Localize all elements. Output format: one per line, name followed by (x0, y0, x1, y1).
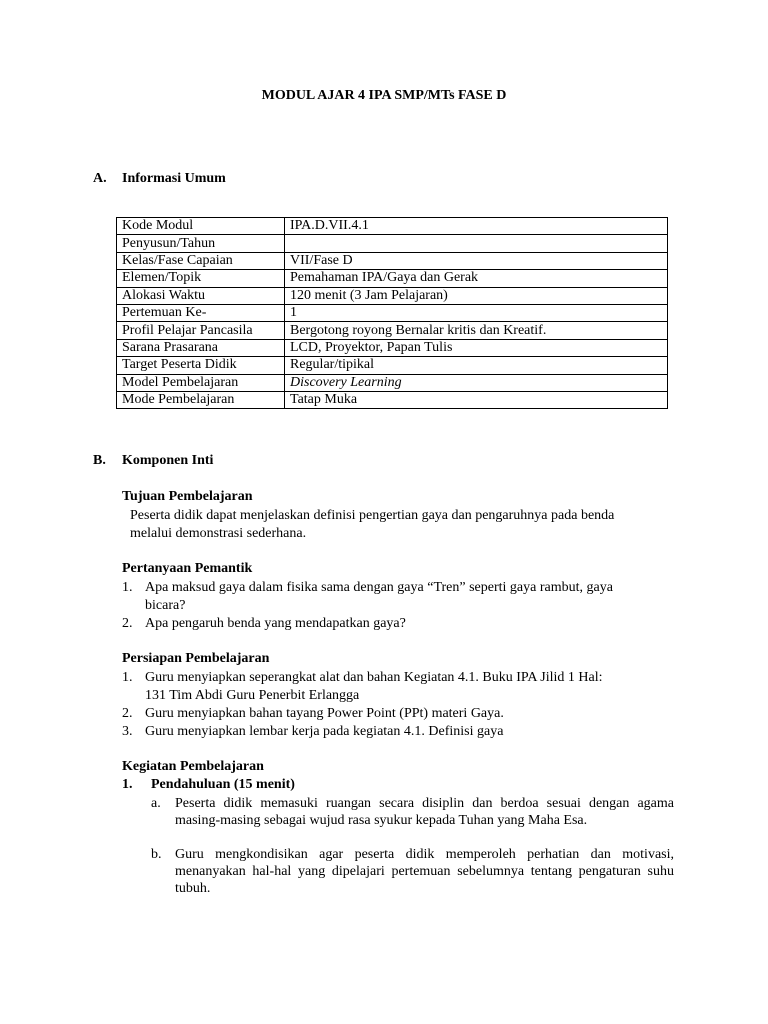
sub-label: Pendahuluan (15 menit) (151, 777, 295, 792)
table-row (117, 270, 668, 287)
list-text: Guru menyiapkan lembar kerja pada kegiatan 4.1. Definisi gaya (145, 724, 504, 739)
table-row (117, 391, 668, 408)
list-number: 2. (122, 706, 133, 721)
info-key: Alokasi Waktu (117, 287, 285, 304)
section-b-label: Komponen Inti (122, 453, 214, 468)
info-key: Kode Modul (117, 218, 285, 235)
info-value: VII/Fase D (285, 252, 668, 269)
list-number: 1. (122, 580, 133, 595)
table-row (117, 304, 668, 321)
info-key: Mode Pembelajaran (117, 391, 285, 408)
tujuan-heading: Tujuan Pembelajaran (122, 489, 253, 504)
info-key: Elemen/Topik (117, 270, 285, 287)
section-a-letter: A. (93, 171, 107, 186)
info-key: Model Pembelajaran (117, 374, 285, 391)
pertanyaan-heading: Pertanyaan Pemantik (122, 561, 253, 576)
section-a-label: Informasi Umum (122, 171, 226, 186)
info-value: Tatap Muka (285, 391, 668, 408)
list-number: 3. (122, 724, 133, 739)
list-text: Guru menyiapkan seperangkat alat dan bahan Kegiatan 4.1. Buku IPA Jilid 1 Hal: (145, 670, 603, 685)
persiapan-heading: Persiapan Pembelajaran (122, 651, 270, 666)
kegiatan-subheading (122, 777, 295, 793)
list-item (151, 795, 674, 829)
info-key: Kelas/Fase Capaian (117, 252, 285, 269)
table-row (117, 252, 668, 269)
list-item (151, 846, 674, 897)
list-number: 2. (122, 616, 133, 631)
table-row (117, 374, 668, 391)
info-value (285, 235, 668, 252)
list-item-continuation: 131 Tim Abdi Guru Penerbit Erlangga (145, 688, 360, 703)
tujuan-line-2: melalui demonstrasi sederhana. (130, 526, 307, 541)
table-row (117, 322, 668, 339)
list-text: Apa pengaruh benda yang mendapatkan gaya? (145, 616, 406, 631)
sub-number: 1. (122, 777, 133, 792)
table-row (117, 339, 668, 356)
kegiatan-heading: Kegiatan Pembelajaran (122, 759, 264, 774)
tujuan-line-1: Peserta didik dapat menjelaskan definisi pengertian gaya dan pengaruhnya pada benda (130, 508, 615, 523)
section-a-heading (93, 171, 226, 187)
list-text: Guru menyiapkan bahan tayang Power Point (PPt) materi Gaya. (145, 706, 504, 721)
section-b-heading (93, 453, 213, 469)
table-row (117, 235, 668, 252)
list-item (122, 579, 613, 597)
document-title: MODUL AJAR 4 IPA SMP/MTs FASE D (261, 88, 507, 103)
info-value: Pemahaman IPA/Gaya dan Gerak (285, 270, 668, 287)
list-item (122, 723, 503, 741)
info-value: IPA.D.VII.4.1 (285, 218, 668, 235)
info-key: Profil Pelajar Pancasila (117, 322, 285, 339)
list-item (122, 669, 603, 687)
info-value: 1 (285, 304, 668, 321)
table-row (117, 218, 668, 235)
list-text: Peserta didik memasuki ruangan secara disiplin dan berdoa sesuai dengan agama masing-masing sebagai wujud rasa syukur kepada Tuhan yang Maha Esa. (175, 796, 674, 828)
section-b-letter: B. (93, 453, 106, 468)
info-value: Bergotong royong Bernalar kritis dan Kreatif. (285, 322, 668, 339)
info-value: Discovery Learning (285, 374, 668, 391)
list-text: Guru mengkondisikan agar peserta didik memperoleh perhatian dan motivasi, menanyakan hal-hal yang dipelajari pertemuan sebelumnya tentang pengaturan suhu tubuh. (175, 847, 674, 896)
list-text: Apa maksud gaya dalam fisika sama dengan gaya “Tren” seperti gaya rambut, gaya (145, 580, 613, 595)
info-value: LCD, Proyektor, Papan Tulis (285, 339, 668, 356)
info-key: Pertemuan Ke- (117, 304, 285, 321)
table-row (117, 357, 668, 374)
info-key: Sarana Prasarana (117, 339, 285, 356)
info-key: Target Peserta Didik (117, 357, 285, 374)
list-item (122, 615, 406, 633)
info-table (116, 217, 668, 409)
info-value: 120 menit (3 Jam Pelajaran) (285, 287, 668, 304)
list-letter: a. (151, 796, 161, 811)
list-number: 1. (122, 670, 133, 685)
info-value: Regular/tipikal (285, 357, 668, 374)
table-row (117, 287, 668, 304)
list-item-continuation: bicara? (145, 598, 186, 613)
list-letter: b. (151, 847, 162, 862)
info-key: Penyusun/Tahun (117, 235, 285, 252)
list-item (122, 705, 504, 723)
